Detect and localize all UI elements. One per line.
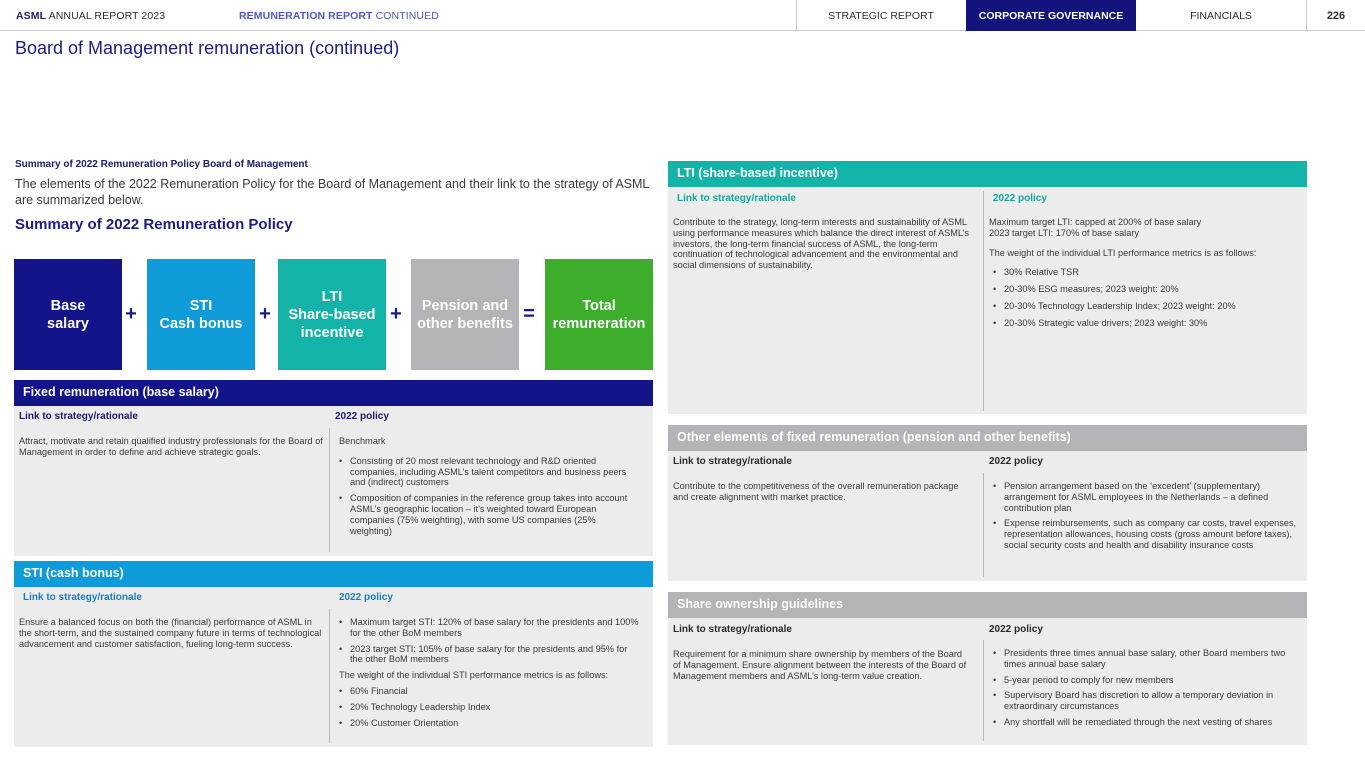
list-item: • 20% Technology Leadership Index [339, 702, 639, 713]
link-label: Link to strategy/rationale [673, 456, 792, 467]
list-item: • Expense reimbursements, such as company car costs, travel expenses, representation allowances, housing costs (gross amount before taxes), social security costs and health and disability insurance costs [993, 518, 1298, 550]
column-divider [329, 609, 330, 743]
policy-label: 2022 policy [993, 193, 1047, 204]
list-item: • 20-30% Technology Leadership Index; 2023 weight: 20% [993, 301, 1294, 312]
report-name: ANNUAL REPORT 2023 [48, 10, 166, 22]
nav-tab-financials[interactable]: FINANCIALS [1190, 10, 1252, 22]
plus-operator: + [259, 303, 271, 325]
section-name: REMUNERATION REPORT [239, 10, 373, 22]
metrics-intro: The weight of the individual LTI performance metrics is as follows: [989, 247, 1257, 258]
panel-title: Fixed remuneration (base salary) [14, 380, 653, 406]
report-brand [16, 0, 165, 31]
link-label: Link to strategy/rationale [677, 193, 796, 204]
link-label: Link to strategy/rationale [23, 592, 142, 603]
metrics-list [989, 267, 1294, 328]
link-text: Ensure a balanced focus on both the (financial) performance of ASML in the short-term, and the sustained company future in terms of technological advancement and customer satisfaction, fueling long-term success. [19, 617, 322, 649]
policy-label: 2022 policy [339, 592, 393, 603]
list-item: • 5-year period to comply for new members [993, 675, 1298, 686]
policy-bullets [339, 617, 639, 665]
column-divider [983, 473, 984, 577]
link-text: Contribute to the competitiveness of the overall remuneration package and create alignment with market practice. [673, 481, 959, 502]
page-number: 226 [1326, 10, 1346, 22]
list-item: • 20-30% Strategic value drivers; 2023 weight: 30% [993, 318, 1294, 329]
panel-title: LTI (share-based incentive) [668, 161, 1307, 187]
policy-bullets [993, 648, 1298, 728]
metrics-intro: The weight of the individual STI performance metrics is as follows: [339, 670, 609, 681]
policy-label: 2022 policy [989, 624, 1043, 635]
equals-operator: = [523, 303, 535, 325]
policy-bullets [993, 481, 1298, 551]
link-label: Link to strategy/rationale [19, 411, 138, 422]
share-ownership-panel [668, 592, 1307, 745]
summary-kicker: Summary of 2022 Remuneration Policy Board of Management [15, 159, 308, 170]
formula-box-base-salary: Base salary [14, 259, 122, 370]
summary-heading: Summary of 2022 Remuneration Policy [15, 216, 293, 233]
list-item: • 20% Customer Orientation [339, 718, 639, 729]
link-text: Requirement for a minimum share ownership by members of the Board of Management. Ensure alignment between the interests of the Board of Management members and ASML’s long-term value creation. [673, 649, 967, 681]
list-item: • Presidents three times annual base salary, other Board members two times annual base salary [993, 648, 1298, 670]
column-divider [983, 191, 984, 411]
top-navigation-bar [0, 0, 1365, 31]
section-breadcrumb[interactable] [239, 0, 439, 31]
list-item: • Consisting of 20 most relevant technology and R&D oriented companies, including ASML’s talent competitors and business peers and (indirect) customers [339, 456, 639, 488]
policy-content [989, 217, 1294, 335]
list-item: • Composition of companies in the reference group takes into account ASML’s geographic location – it’s weighted toward European companies (75% weighting), with some US companies (25% weighting) [339, 493, 639, 536]
nav-tab-corporate-governance[interactable]: CORPORATE GOVERNANCE [966, 0, 1136, 31]
section-continued: CONTINUED [375, 10, 439, 22]
policy-line: 2023 target LTI: 170% of base salary [989, 227, 1139, 238]
link-label: Link to strategy/rationale [673, 624, 792, 635]
formula-box-sti: STI Cash bonus [147, 259, 255, 370]
policy-content [339, 617, 639, 733]
panel-title: Share ownership guidelines [668, 592, 1307, 618]
link-text: Contribute to the strategy, long-term interests and sustainability of ASML using performance measures which balance the direct interest of ASML’s investors, the long-term financial success of ASML, the long-term continuation of technological advancement and the environmental and social dimensions of sustainability. [673, 217, 970, 271]
plus-operator: + [125, 303, 137, 325]
metrics-list [339, 686, 639, 728]
column-divider [329, 428, 330, 552]
link-text: Attract, motivate and retain qualified industry professionals for the Board of Management in order to define and achieve strategic goals. [19, 436, 323, 457]
policy-content [993, 481, 1298, 556]
fixed-remuneration-panel [14, 380, 653, 556]
policy-label: 2022 policy [335, 411, 389, 422]
sti-panel [14, 561, 653, 747]
list-item: • 2023 target STI: 105% of base salary for the presidents and 95% for the other BoM members [339, 644, 639, 666]
policy-line: Maximum target LTI: capped at 200% of base salary [989, 217, 1202, 227]
list-item: • Maximum target STI: 120% of base salary for the presidents and 100% for the other BoM members [339, 617, 639, 639]
list-item: • Pension arrangement based on the ‘excedent’ (supplementary) arrangement for ASML employees in the Netherlands – a defined contribution plan [993, 481, 1298, 513]
panel-title: Other elements of fixed remuneration (pension and other benefits) [668, 425, 1307, 451]
list-item: • 60% Financial [339, 686, 639, 697]
list-item: • 30% Relative TSR [993, 267, 1294, 278]
page-title: Board of Management remuneration (continued) [15, 38, 400, 58]
list-item: • 20-30% ESG measures; 2023 weight: 20% [993, 284, 1294, 295]
policy-content [339, 436, 639, 541]
formula-box-total: Total remuneration [545, 259, 653, 370]
summary-intro: The elements of the 2022 Remuneration Policy for the Board of Management and their link to the strategy of ASML are summarized below. [15, 177, 649, 207]
panel-title: STI (cash bonus) [14, 561, 653, 587]
formula-box-pension: Pension and other benefits [411, 259, 519, 370]
lti-panel [668, 161, 1307, 414]
list-item: • Any shortfall will be remediated through the next vesting of shares [993, 717, 1298, 728]
nav-tab-strategic-report[interactable]: STRATEGIC REPORT [828, 10, 934, 22]
policy-content [993, 648, 1298, 733]
policy-label: 2022 policy [989, 456, 1043, 467]
brand-name: ASML [16, 10, 47, 22]
list-item: • Supervisory Board has discretion to allow a temporary deviation in extraordinary circumstances [993, 690, 1298, 712]
formula-box-lti: LTI Share-based incentive [278, 259, 386, 370]
policy-bullets [339, 456, 639, 537]
policy-subheading: Benchmark [339, 436, 386, 446]
other-benefits-panel [668, 425, 1307, 581]
plus-operator: + [390, 303, 402, 325]
column-divider [983, 640, 984, 741]
